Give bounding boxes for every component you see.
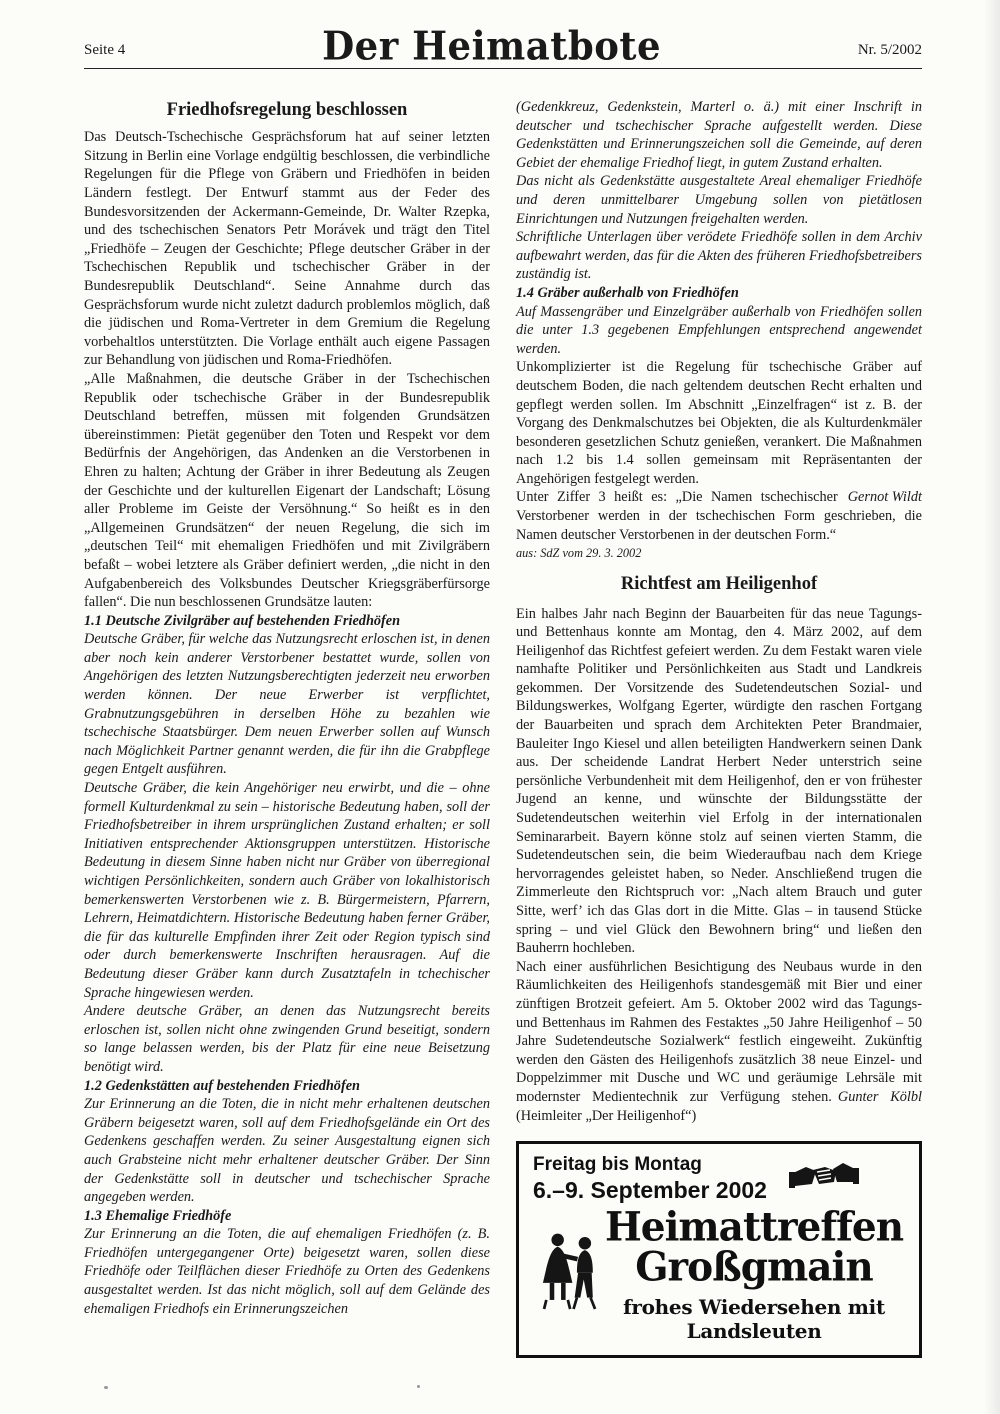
scan-artifact bbox=[417, 1385, 420, 1388]
paragraph: Andere deutsche Gräber, an denen das Nutzungsrecht bereits erloschen ist, sollen nicht ohne zwingenden Grund beseitigt, sondern so lange belassen werden, bis der Platz für eine neue Beisetzung benötigt wird. bbox=[84, 1003, 490, 1075]
paragraph: Das nicht als Gedenkstätte ausgestaltete Areal ehemaliger Friedhöfe und deren unmittelbarer Umgebung sollen von pietätlosen Einrichtungen und Nutzungen freigehalten werden. bbox=[516, 173, 922, 227]
event-advertisement bbox=[516, 1141, 922, 1358]
paragraph: (Gedenkkreuz, Gedenkstein, Marterl o. ä.) mit einer Inschrift in deutscher und tschechischer Sprache aufgestellt werden. Diese Gedenkstätten und Erinnerungszeichen soll die Gemeinde, auf deren Gebiet der ehemalige Friedhof liegt, in gutem Zustand erhalten. bbox=[516, 99, 922, 171]
paragraph-text: Nach einer ausführlichen Besichtigung des Neubaus wurde in den Räumlichkeiten des Heiligenhofs standesgemäß mit Bier und einer zünftigen Brotzeit gefeiert. Am 5. Oktober 2002 wird das Tagungs- und Bettenhaus im Rahmen des Festaktes „50 Jahre Heiligenhof – 50 Jahre Sudetendeutsche Sozialwerk“ festlich eingeweiht. Zukünftig werden den Gästen des Heiligenhofs zusätzlich 38 neue Einzel- und Doppelzimmer mit Dusche und WC und geräumige Lehrsäle mit modernster Medientechnik zur Verfügung stehen. bbox=[516, 958, 922, 1105]
scan-artifact bbox=[104, 1386, 108, 1389]
section-heading-1-4: 1.4 Gräber außerhalb von Friedhöfen bbox=[516, 284, 739, 301]
source-line: aus: SdZ vom 29. 3. 2002 bbox=[516, 546, 642, 561]
paragraph: Schriftliche Unterlagen über verödete Friedhöfe sollen in dem Archiv aufbewahrt werden, das für die Akten des früheren Friedhofsbetreibers zuständig ist. bbox=[516, 229, 922, 283]
author-signature: Gunter Kölbl bbox=[837, 1088, 922, 1105]
author-signature: Gernot Wildt bbox=[847, 489, 922, 506]
paragraph: Zur Erinnerung an die Toten, die auf ehemaligen Friedhöfen (z. B. Friedhöfen untergegangener Orte) beigesetzt waren, sollen diese Friedhöfe oder Teilflächen dieser Friedhöfe zu Orten des Gedenkens ausgestaltet werden. Ist das nicht möglich, soll auf dem Gelände des ehemaligen Friedhofs ein Erinnerungszeichen bbox=[84, 1226, 490, 1317]
paragraph-text: Unter Ziffer 3 heißt es: „Die Namen tschechischer Verstorbener werden in der tschechischen Form geschrieben, die Namen deutscher Verstorbenen in der deutschen Form.“ bbox=[516, 489, 922, 543]
paragraph: „Alle Maßnahmen, die deutsche Gräber in der Tschechischen Republik oder tschechische Gräber in der Bundesrepublik Deutschland betreffen, müssen mit folgenden Grundsätzen übereinstimmen: Pietät gegenüber den Toten und Respekt vor dem Bedürfnis der Angehörigen, das Andenken an die Verstorbenen in Ehren zu halten; Achtung der Gräber in ihrer Bedeutung als Zeugen der Geschichte und der kulturellen Eigenart der Landschaft; Lösung aller Probleme im Geiste der Versöhnung.“ So heißt es in den „Allgemeinen Grundsätzen“ der neuen Regelung, die sich im „deutschen Teil“ mit ehemaligen Friedhöfen und mit Zivilgräbern befaßt – wobei letztere als Gräber definiert werden, „die nicht in den Aufgabenbereich des Volksbundes Deutscher Kriegsgräberfürsorge fallen“. Die nun beschlossenen Grundsätze lauten: bbox=[84, 370, 490, 611]
ad-subtitle: frohes Wiedersehen mit Landsleuten bbox=[623, 1294, 885, 1343]
ad-title-line1: Heimattreffen bbox=[604, 1202, 904, 1251]
paragraph bbox=[516, 958, 922, 1125]
ad-main bbox=[533, 1202, 905, 1343]
section-heading-1-1: 1.1 Deutsche Zivilgräber auf bestehenden Friedhöfen bbox=[84, 612, 401, 629]
article2-title: Richtfest am Heiligenhof bbox=[620, 574, 818, 595]
paragraph: Zur Erinnerung an die Toten, die in nicht mehr erhaltenen deutschen Gräbern beigesetzt waren, soll auf dem Friedhofsgelände ein Ort des Gedenkens geschaffen werden. Zu seiner Ausgestaltung eignen sich auch Grabsteine nicht mehr erhaltener deutscher Gräber. Der Sinn der Gedenkstätte soll in deutscher und tschechischer Sprache angegeben werden. bbox=[84, 1096, 490, 1206]
paragraph: Deutsche Gräber, die kein Angehöriger neu erwirbt, und die – ohne formell Kulturdenkmal zu sein – historische Bedeutung haben, soll der Friedhofsbetreiber in ihrem ursprünglichen Zustand erhalten; er soll Initiativen entsprechender Aktionsgruppen unterstützen. Historische Bedeutung in diesem Sinne haben nicht nur Gräber von überregional wichtigen Persönlichkeiten, sondern auch Gräber von lokalhistorisch bemerkenswerten Verstorbenen wie z. B. Bürgermeistern, Pfarrern, Lehrern, Heimatdichtern. Historische Bedeutung haben ferner Gräber, die für das kulturelle Empfinden ihrer Zeit oder Region typisch sind oder durch bemerkenswerte Inschriften herausragen. Auf die Bedeutung dieser Gräber kann durch Zusatztafeln in tchechischer Sprache hingewiesen werden. bbox=[84, 780, 490, 1001]
issue-number: Nr. 5/2002 bbox=[857, 42, 922, 59]
section-heading-1-2: 1.2 Gedenkstätten auf bestehenden Friedhöfen bbox=[84, 1077, 361, 1094]
paragraph: Auf Massengräber und Einzelgräber außerhalb von Friedhöfen sollen die unter 1.3 gegebenen Empfehlungen entsprechend angewendet werden. bbox=[516, 303, 922, 357]
page-number: Seite 4 bbox=[84, 42, 126, 59]
left-column bbox=[84, 98, 490, 1358]
ad-header bbox=[533, 1154, 905, 1204]
paragraph: Unkomplizierter ist die Regelung für tschechische Gräber auf deutschem Boden, die nach geltendem deutschen Recht erhalten und gepflegt werden sollen. Im Abschnitt „Einzelfragen“ ist z. B. der Vorgang des Denkmalschutzes bei Objekten, die als Kulturdenkmäler besonderen gesetzlichen Schutz genießen, verankert. Die Maßnahmen nach 1.2 bis 1.4 sollen gemeinsam mit Repräsentanten der Angehörigen festgelegt werden. bbox=[516, 359, 922, 487]
scan-edge-shade bbox=[984, 0, 1000, 1414]
ad-dates-line1: Freitag bis Montag bbox=[533, 1154, 702, 1176]
page-header bbox=[84, 22, 922, 70]
paragraph: Ein halbes Jahr nach Beginn der Bauarbeiten für das neue Tagungs- und Bettenhaus konnte am Montag, den 4. März 2002, auf dem Heiligenhof das Richtfest gefeiert werden. Zu dem Festakt waren viele namhafte Politiker und Persönlichkeiten aus Stadt und Landkreis gekommen. Der Vorsitzende des Sudetendeutschen Sozial- und Bildungswerkes, Wolfgang Egerter, würdigte den raschen Fortgang der Bauarbeiten und sprach dem Architekten Peter Brandmaier, Bauleiter Ingo Kiesel und allen beteiligten Handwerkern seinen Dank aus. Der scheidende Landrat Herbert Neder unterstrich seine persönliche Verbundenheit mit dem Heiligenhof, den er von frühester Jugend an kenne, und wünschte der Bildungsstätte der Sudetendeutschen weiterhin viel Erfolg in der internationalen Seminararbeit. Bayern könne stolz auf seinen vierten Stamm, die Sudetendeutschen sein, die beim Wiederaufbau nach dem Kriege hervorragendes geleistet haben, so Neder. Anschließend trugen die Zimmerleute den Richtspruch vor: „Nach altem Brauch und guter Sitte, werf’ ich das Glas dort in die Mitte. Glas – in tausend Stücke spring – und viel Glück den Bewohnern bring“ und ließen den Bauherrn hochleben. bbox=[516, 605, 922, 957]
paragraph bbox=[516, 488, 922, 544]
paragraph: Das Deutsch-Tschechische Gesprächsforum hat auf seiner letzten Sitzung in Berlin eine Vorlage endgültig beschlossen, die verbindliche Regelungen für die Pflege von Gräbern und Friedhöfen in beiden Ländern festlegt. Der Entwurf stammt aus der Feder des Bundesvorsitzenden der Ackermann-Gemeinde, Dr. Walter Rzepka, und des tschechischen Senators Petr Morávek und trägt den Titel „Friedhöfe – Zeugen der Geschichte; Pflege deutscher Gräber in der Tschechischen Republik und tschechischer Gräber in der Bundesrepublik Deutschland“. Seine Annahme durch das Gesprächsforum wurde nicht zuletzt dadurch problemlos möglich, daß die jüdischen und Roma-Vertreter in dem Gremium die Regelung vorbehaltlos unterstützten. Die Vorlage enthält auch eigene Passagen zur Behandlung von jüdischen und Roma-Friedhöfen. bbox=[84, 129, 490, 369]
ad-title-line2: Großgmain bbox=[635, 1243, 873, 1292]
right-column bbox=[516, 98, 922, 1358]
ad-title-block bbox=[603, 1202, 905, 1343]
ad-dates-line2: 6.–9. September 2002 bbox=[533, 1176, 767, 1203]
ad-dates bbox=[533, 1154, 767, 1204]
article-columns bbox=[84, 98, 922, 1358]
section-heading-1-3: 1.3 Ehemalige Friedhöfe bbox=[84, 1207, 232, 1224]
article1-title: Friedhofsregelung beschlossen bbox=[166, 100, 408, 120]
masthead-title: Der Heimatbote bbox=[322, 22, 662, 70]
paragraph: Deutsche Gräber, für welche das Nutzungsrecht erloschen ist, in denen aber noch kein anderer Verstorbener bestattet wurde, sollen von Angehörigen des letzten Nutzungsberechtigten jederzeit neu erworben werden können. Der neue Erwerber ist verpflichtet, Grabnutzungsgebühren in derselben Höhe zu bezahlen wie tschechische Staatsbürger. Dem neuen Erwerber sollen auf Wunsch nach Möglichkeit Partner genannt werden, die für ihn die Grabpflege gegen Entgelt ausführen. bbox=[84, 631, 490, 778]
author-suffix: (Heimleiter „Der Heiligenhof“) bbox=[516, 1107, 697, 1124]
dancing-couple-icon bbox=[535, 1228, 603, 1322]
handshake-icon bbox=[789, 1154, 859, 1200]
